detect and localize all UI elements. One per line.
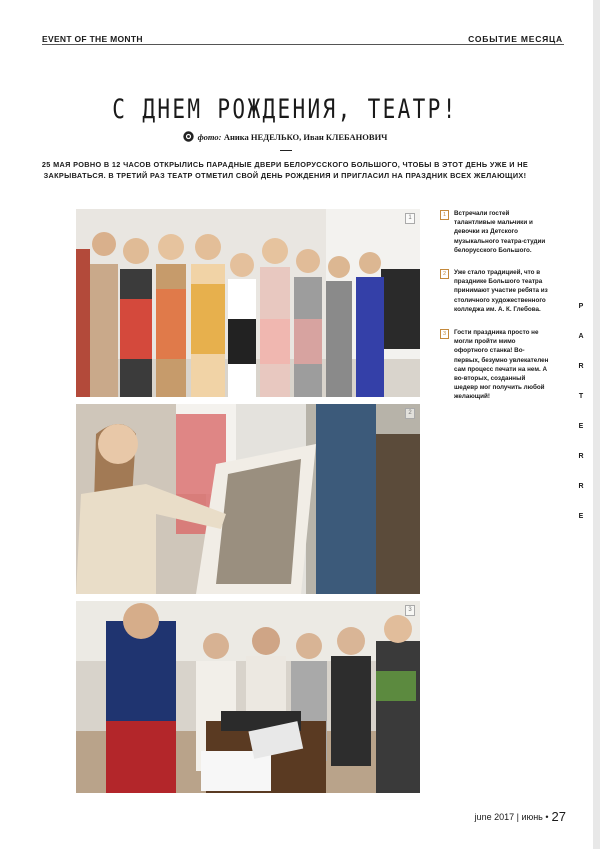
vertical-section-label bbox=[576, 292, 586, 532]
caption-text: Встречали гостей талантливые мальчики и девочки из Детского музыкального театра-студии белорусского Большого. bbox=[454, 210, 546, 254]
caption-number: 3 bbox=[440, 329, 449, 339]
photo-number-badge: 3 bbox=[405, 605, 415, 616]
vertical-letter: E bbox=[578, 423, 584, 430]
page-number: 27 bbox=[551, 809, 566, 824]
photo-painting bbox=[76, 404, 420, 594]
caption-number: 2 bbox=[440, 269, 449, 279]
photo-credits bbox=[0, 131, 570, 144]
vertical-letter: A bbox=[578, 333, 584, 340]
lead-paragraph: 25 МАЯ РОВНО В 12 ЧАСОВ ОТКРЫЛИСЬ ПАРАДНЫЕ ДВЕРИ БЕЛОРУССКОГО БОЛЬШОГО, ЧТОБЫ В ЭТОТ ДЕНЬ УЖЕ И НЕ ЗАКРЫВАТЬСЯ. В ТРЕТИЙ РАЗ ТЕАТР ОТМЕТИЛ СВОЙ ДЕНЬ РОЖДЕНИЯ И ПРИГЛАСИЛ НА ПРАЗДНИК ВСЕХ ЖЕЛАЮЩИХ! bbox=[41, 160, 529, 180]
vertical-letter: T bbox=[578, 393, 584, 400]
credits-divider bbox=[280, 150, 292, 151]
section-label-en: EVENT OF THE MONTH bbox=[42, 34, 143, 44]
issue-date: june 2017 | июнь • bbox=[474, 812, 549, 822]
vertical-letter: R bbox=[578, 453, 584, 460]
caption-number: 1 bbox=[440, 210, 449, 220]
photo-press bbox=[76, 601, 420, 793]
credits-label: фото: bbox=[197, 131, 222, 142]
article-title: С ДНЕМ РОЖДЕНИЯ, ТЕАТР! bbox=[112, 94, 458, 126]
camera-icon bbox=[183, 131, 194, 144]
section-label-ru: СОБЫТИЕ МЕСЯЦА bbox=[468, 34, 563, 44]
vertical-letter: R bbox=[578, 483, 584, 490]
vertical-letter: E bbox=[578, 513, 584, 520]
page-edge-strip bbox=[593, 0, 600, 849]
credits-names: Аника НЕДЕЛЬКО, Иван КЛЕБАНОВИЧ bbox=[223, 131, 388, 142]
vertical-letter: P bbox=[578, 303, 584, 310]
page-footer bbox=[475, 809, 566, 824]
photo-number-badge: 1 bbox=[405, 213, 415, 224]
photo-number-badge: 2 bbox=[405, 408, 415, 419]
caption-text: Уже стало традицией, что в празднике Большого театра принимают участие ребята из столичного художественного колледжа им. А. К. Глебова. bbox=[454, 269, 548, 313]
vertical-letter: R bbox=[578, 363, 584, 370]
photo-choir bbox=[76, 209, 420, 397]
header-rule bbox=[42, 44, 564, 45]
caption-text: Гости праздника просто не могли пройти мимо офортного станка! Во-первых, безумно увлекателен сам процесс печати на нем. А во-вторых, созданный шедевр мог получить любой желающий! bbox=[454, 329, 549, 401]
